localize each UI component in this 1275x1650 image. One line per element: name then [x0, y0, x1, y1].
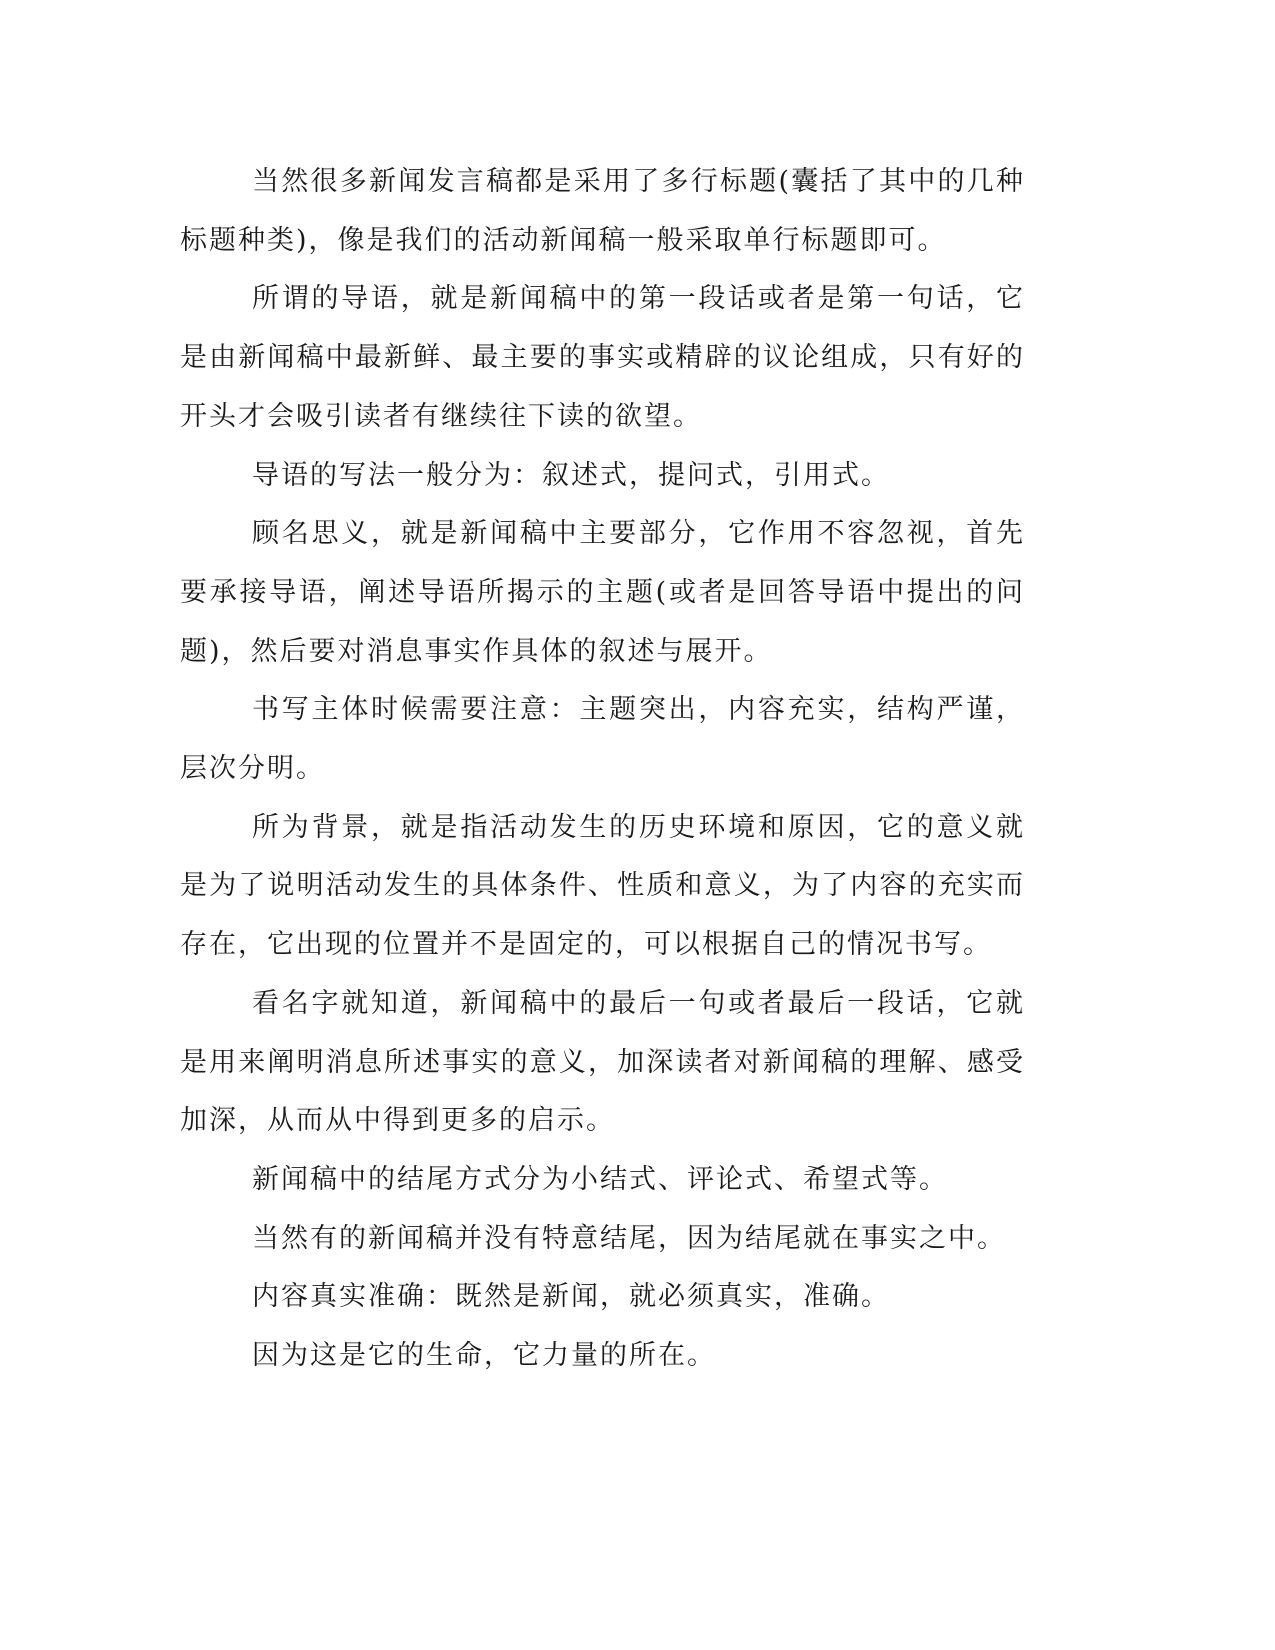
paragraph: 所为背景，就是指活动发生的历史环境和原因，它的意义就是为了说明活动发生的具体条件、性质和意义，为了内容的充实而存在，它出现的位置并不是固定的，可以根据自己的情况书写。: [180, 811, 1025, 961]
paragraph: 当然有的新闻稿并没有特意结尾，因为结尾就在事实之中。: [252, 1222, 1006, 1254]
paragraph: 书写主体时候需要注意：主题突出，内容充实，结构严谨，层次分明。: [180, 694, 1025, 785]
paragraph: 当然很多新闻发言稿都是采用了多行标题(囊括了其中的几种标题种类)，像是我们的活动新闻稿一般采取单行标题即可。: [180, 166, 1025, 256]
document-page: [180, 153, 1025, 1386]
paragraph: 看名字就知道，新闻稿中的最后一句或者最后一段话，它就是用来阐明消息所述事实的意义，加深读者对新闻稿的理解、感受加深，从而从中得到更多的启示。: [180, 987, 1025, 1137]
paragraph: 新闻稿中的结尾方式分为小结式、评论式、希望式等。: [252, 1163, 948, 1195]
paragraph: 导语的写法一般分为：叙述式，提问式，引用式。: [252, 459, 890, 491]
paragraph: 因为这是它的生命，它力量的所在。: [252, 1340, 716, 1372]
paragraph: 顾名思义，就是新闻稿中主要部分，它作用不容忽视，首先要承接导语，阐述导语所揭示的主题(或者是回答导语中提出的问题)，然后要对消息事实作具体的叙述与展开。: [180, 518, 1025, 667]
paragraph: 内容真实准确：既然是新闻，就必须真实，准确。: [252, 1281, 890, 1313]
paragraph: 所谓的导语，就是新闻稿中的第一段话或者是第一句话，它是由新闻稿中最新鲜、最主要的事实或精辟的议论组成，只有好的开头才会吸引读者有继续往下读的欲望。: [180, 283, 1025, 432]
